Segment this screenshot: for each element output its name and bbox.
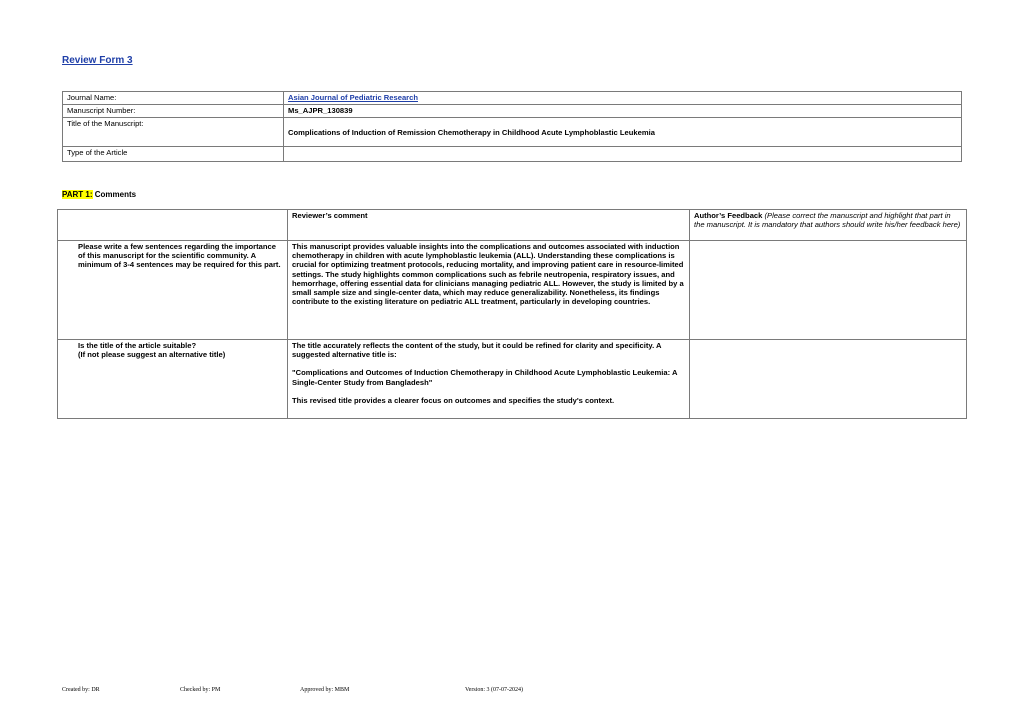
comments-table	[57, 209, 967, 419]
part1-heading	[62, 190, 136, 199]
manuscript-info-table	[62, 91, 962, 162]
author-feedback-title-cell[interactable]	[690, 340, 967, 419]
reviewer-comment-title-intro: The title accurately reflects the content of the study, but it could be refined for clarity and specificity. A suggested alternative title is:	[292, 341, 662, 360]
footer-created-by: Created by: DR	[62, 687, 100, 693]
question-title	[58, 340, 288, 419]
manuscript-number-value: Ms_AJPR_130839	[284, 105, 962, 118]
part1-heading-text: Comments	[92, 190, 137, 199]
author-feedback-note: (Please correct the manuscript and highlight that part in the manuscript. It is mandatory that authors should write his/her feedback here)	[694, 211, 961, 230]
author-feedback-title: Author’s Feedback	[694, 211, 763, 220]
manuscript-title-value: Complications of Induction of Remission Chemotherapy in Childhood Acute Lymphoblastic Leukemia	[284, 118, 962, 147]
comment-row-importance	[58, 241, 967, 340]
page-footer	[0, 687, 1024, 697]
article-type-label: Type of the Article	[63, 147, 284, 162]
comments-header-row	[58, 210, 967, 241]
reviewer-comment-importance: This manuscript provides valuable insights into the complications and outcomes associated with induction chemotherapy in children with acute lymphoblastic leukemia (ALL). Understanding these complications is crucial for optimizing treatment protocols, reducing mortality, and improving patient care in resource-limited settings. The study highlights common complications such as febrile neutropenia, respiratory issues, and hemorrhage, offering essential data for clinicians managing pediatric ALL. However, the study is limited by a small sample size and single-center data, which may reduce generalizability. Nonetheless, its findings contribute to the existing literature on pediatric ALL treatment, particularly in developing countries.	[288, 241, 690, 340]
manuscript-title-row	[63, 118, 962, 147]
manuscript-number-label: Manuscript Number:	[63, 105, 284, 118]
footer-version: Version: 3 (07-07-2024)	[465, 687, 523, 693]
manuscript-title-label: Title of the Manuscript:	[63, 118, 284, 147]
reviewer-comment-title	[288, 340, 690, 419]
author-feedback-importance[interactable]	[690, 241, 967, 340]
article-type-row	[63, 147, 962, 162]
comment-row-title	[58, 340, 967, 419]
header-reviewer-comment: Reviewer’s comment	[288, 210, 690, 241]
footer-checked-by: Checked by: PM	[180, 687, 221, 693]
journal-name-link[interactable]: Asian Journal of Pediatric Research	[288, 93, 418, 102]
form-title: Review Form 3	[62, 55, 133, 66]
article-type-value	[284, 147, 962, 162]
question-importance: Please write a few sentences regarding the importance of this manuscript for the scientific community. A minimum of 3-4 sentences may be required for this part.	[58, 241, 288, 340]
suggested-alternative-title: "Complications and Outcomes of Induction Chemotherapy in Childhood Acute Lymphoblastic Leukemia: A Single-Center Study from Bangladesh"	[292, 368, 678, 387]
header-author-feedback	[690, 210, 967, 241]
journal-name-label: Journal Name:	[63, 92, 284, 105]
question-title-text: Is the title of the article suitable? (If not please suggest an alternative title)	[78, 341, 226, 360]
footer-approved-by: Approved by: MBM	[300, 687, 350, 693]
header-question-cell	[58, 210, 288, 241]
part1-heading-highlight: PART 1:	[62, 190, 93, 199]
reviewer-comment-title-outro: This revised title provides a clearer focus on outcomes and specifies the study's context.	[292, 395, 615, 405]
journal-name-row	[63, 92, 962, 105]
manuscript-number-row	[63, 105, 962, 118]
journal-name-cell	[284, 92, 962, 105]
